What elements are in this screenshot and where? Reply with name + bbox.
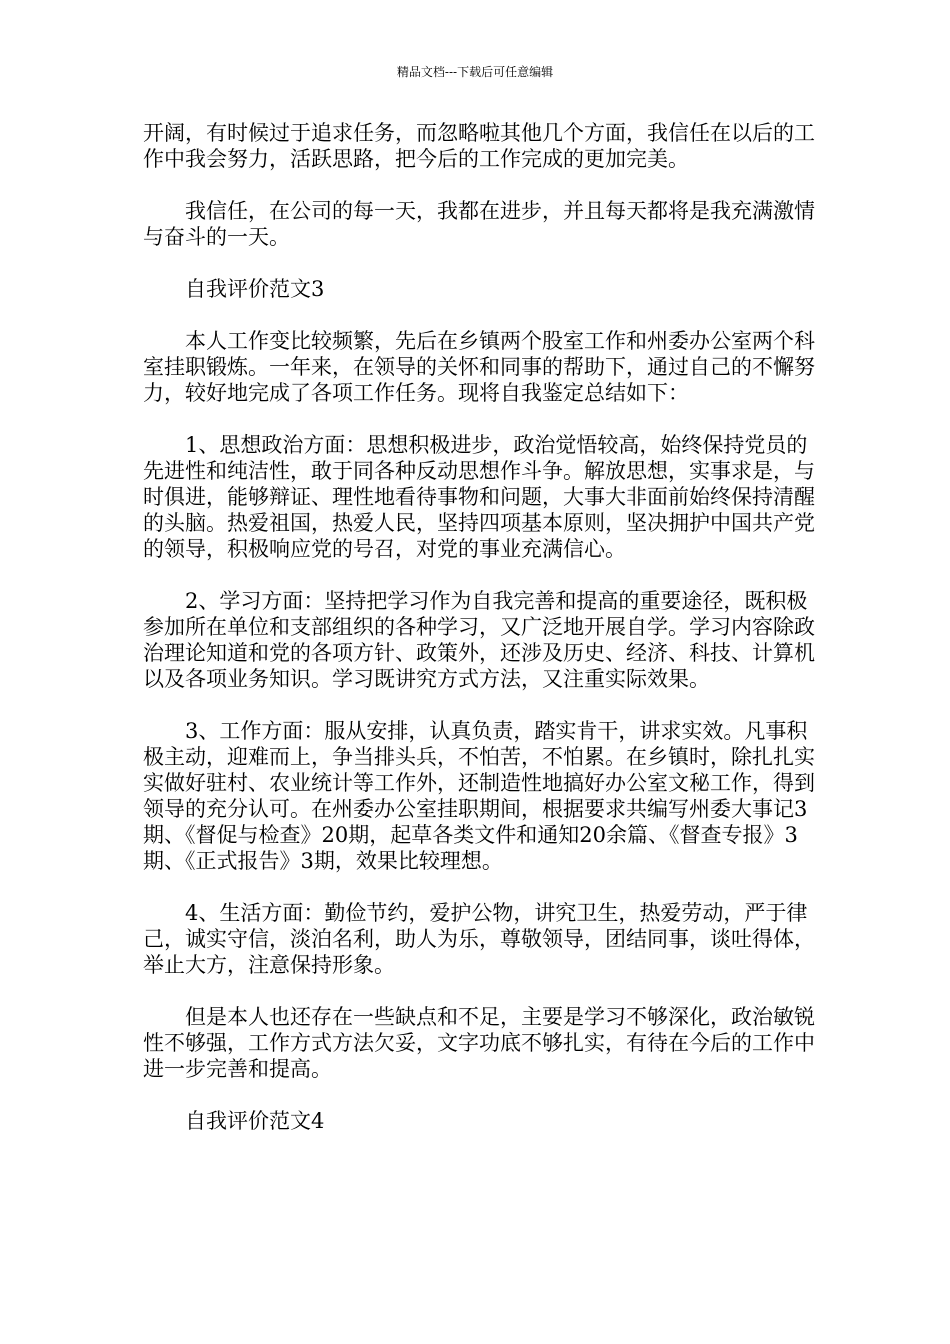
paragraph-shortcomings: 但是本人也还存在一些缺点和不足，主要是学习不够深化，政治敏锐性不够强，工作方式方法欠妥，文字功底不够扎实，有待在今后的工作中进一步完善和提高。 <box>143 1005 815 1081</box>
paragraph-confidence: 我信任，在公司的每一天，我都在进步，并且每天都将是我充满激情与奋斗的一天。 <box>143 199 815 249</box>
document-body <box>143 120 823 1160</box>
paragraph-continuation: 开阔，有时候过于追求任务，而忽略啦其他几个方面，我信任在以后的工作中我会努力，活跃思路，把今后的工作完成的更加完美。 <box>143 121 815 171</box>
page-header: 精品文档---下载后可任意编辑 <box>396 65 554 79</box>
paragraph-intro: 本人工作变比较频繁，先后在乡镇两个股室工作和州委办公室两个科室挂职锻炼。一年来，在领导的关怀和同事的帮助下，通过自己的不懈努力，较好地完成了各项工作任务。现将自我鉴定总结如下： <box>143 329 815 405</box>
paragraph-life: 4、生活方面：勤俭节约，爱护公物，讲究卫生，热爱劳动，严于律己，诚实守信，淡泊名利，助人为乐，尊敬领导，团结同事，谈吐得体，举止大方，注意保持形象。 <box>143 901 815 977</box>
paragraph-political: 1、思想政治方面：思想积极进步，政治觉悟较高，始终保持党员的先进性和纯洁性，敢于同各种反动思想作斗争。解放思想，实事求是，与时俱进，能够辩证、理性地看待事物和问题，大事大非面前始终保持清醒的头脑。热爱祖国，热爱人民，坚持四项基本原则，坚决拥护中国共产党的领导，积极响应党的号召，对党的事业充满信心。 <box>143 433 815 561</box>
section-heading-sample-3: 自我评价范文3 <box>185 277 325 301</box>
section-heading-sample-4: 自我评价范文4 <box>185 1109 325 1133</box>
paragraph-work: 3、工作方面：服从安排，认真负责，踏实肯干，讲求实效。凡事积极主动，迎难而上，争当排头兵，不怕苦，不怕累。在乡镇时，除扎扎实实做好驻村、农业统计等工作外，还制造性地搞好办公室文秘工作，得到领导的充分认可。在州委办公室挂职期间，根据要求共编写州委大事记3期、《督促与检查》20期，起草各类文件和通知20余篇、《督查专报》3期、《正式报告》3期，效果比较理想。 <box>143 719 815 873</box>
paragraph-study: 2、学习方面：坚持把学习作为自我完善和提高的重要途径，既积极参加所在单位和支部组织的各种学习，又广泛地开展自学。学习内容除政治理论知道和党的各项方针、政策外，还涉及历史、经济、科技、计算机以及各项业务知识。学习既讲究方式方法，又注重实际效果。 <box>143 589 815 691</box>
